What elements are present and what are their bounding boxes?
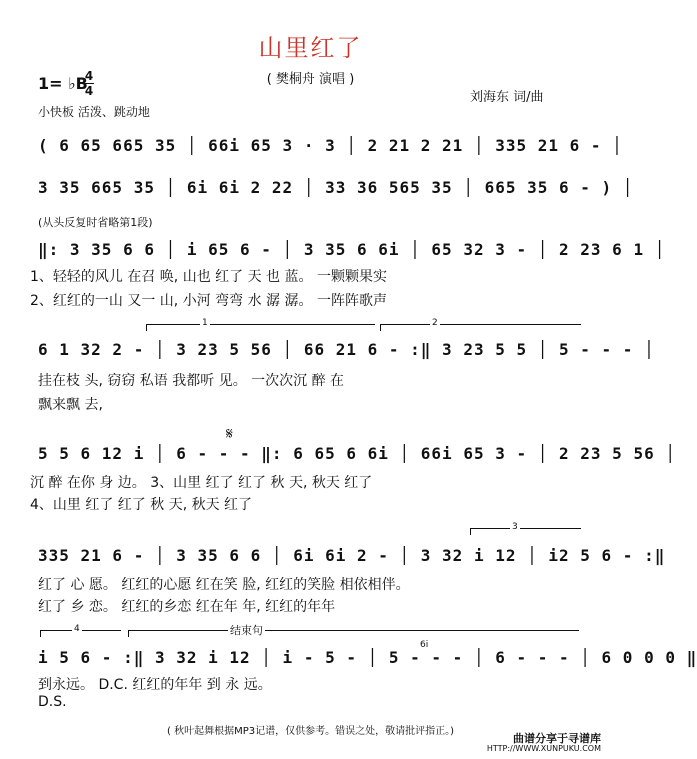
- lyrics-row-3-verse-1: 1、轻轻的风儿 在召 唤, 山也 红了 天 也 蓝。 一颗颗果实: [30, 269, 387, 285]
- lyrics-row-5-verse-2: 4、山里 红了 红了 秋 天, 秋天 红了: [30, 497, 253, 513]
- key-signature: 1= ♭B: [38, 74, 88, 93]
- site-url: HTTP://WWW.XUNPUKU.COM: [486, 744, 601, 753]
- lyrics-row-4-verse-1: 挂在枝 头, 窃窃 私语 我都听 见。 一次次沉 醉 在: [38, 373, 345, 389]
- volta-bracket-2: [380, 324, 581, 331]
- ending-label: 结束句: [230, 624, 263, 637]
- composer-credit: 刘海东 词/曲: [470, 90, 544, 105]
- volta-bracket-3: [470, 528, 581, 535]
- volta-number-1: 1: [202, 318, 208, 328]
- volta-number-2: 2: [432, 318, 438, 328]
- lyrics-row-4-verse-2: 飘来飘 去,: [38, 397, 103, 413]
- transcriber-note: ( 秋叶起舞根据MP3记谱，仅供参考。错误之处，敬请批评指正。): [166, 726, 454, 737]
- volta-number-3: 3: [512, 522, 518, 532]
- notation-row-7: i 5 6 - :‖ 3 32 i 12 │ i - 5 - │ 5 - - - │ 6 - - - │ 6 0 0 0 ‖: [38, 648, 697, 667]
- volta-bracket-1: [146, 324, 375, 331]
- notation-row-1: ( 6 65 665 35 │ 66i 65 3 · 3 │ 2 21 2 21 │ 335 21 6 - │: [38, 136, 623, 155]
- ending-bracket: [128, 630, 579, 637]
- repeat-note: (从头反复时省略第1段): [38, 216, 153, 229]
- song-title: 山里红了: [258, 34, 363, 62]
- lyrics-row-5-verse-1: 沉 醉 在你 身 边。 3、山里 红了 红了 秋 天, 秋天 红了: [30, 475, 373, 491]
- segno-sign: 𝄋: [226, 424, 233, 443]
- grace-note: 6i: [420, 640, 429, 650]
- tempo-marking: 小快板 活泼、跳动地: [38, 105, 150, 119]
- site-watermark: 曲谱分享于寻谱库: [513, 732, 601, 745]
- time-signature: [84, 70, 94, 97]
- notation-row-4: 6 1 32 2 - │ 3 23 5 56 │ 66 21 6 - :‖ 3 23 5 5 │ 5 - - - │: [38, 340, 655, 359]
- lyrics-row-6-verse-2: 红了 乡 恋。 红红的乡恋 红在年 年, 红红的年年: [38, 599, 336, 615]
- lyrics-row-7-verse-2: D.S.: [38, 694, 67, 710]
- notation-row-5: 5 5 6 12 i │ 6 - - - ‖: 6 65 6 6i │ 66i 65 3 - │ 2 23 5 56 │: [38, 444, 676, 463]
- meter-bottom: 4: [84, 84, 94, 98]
- volta-number-4: 4: [74, 624, 80, 634]
- meter-top: 4: [84, 69, 94, 83]
- lyrics-row-6-verse-1: 红了 心 愿。 红红的心愿 红在笑 脸, 红红的笑脸 相依相伴。: [38, 577, 410, 593]
- notation-row-2: 3 35 665 35 │ 6i 6i 2 22 │ 33 36 565 35 │ 665 35 6 - ) │: [38, 178, 634, 197]
- singer-credit: ( 樊桐舟 演唱 ): [266, 72, 355, 87]
- lyrics-row-3-verse-2: 2、红红的一山 又一 山, 小河 弯弯 水 潺 潺。 一阵阵歌声: [30, 293, 387, 309]
- lyrics-row-7-verse-1: 到永远。 D.C. 红红的年年 到 永 远。: [38, 677, 272, 693]
- notation-row-6: 335 21 6 - │ 3 35 6 6 │ 6i 6i 2 - │ 3 32 i 12 │ i2 5 6 - :‖: [38, 546, 666, 565]
- notation-row-3: ‖: 3 35 6 6 │ i 65 6 - │ 3 35 6 6i │ 65 32 3 - │ 2 23 6 1 │: [38, 240, 666, 259]
